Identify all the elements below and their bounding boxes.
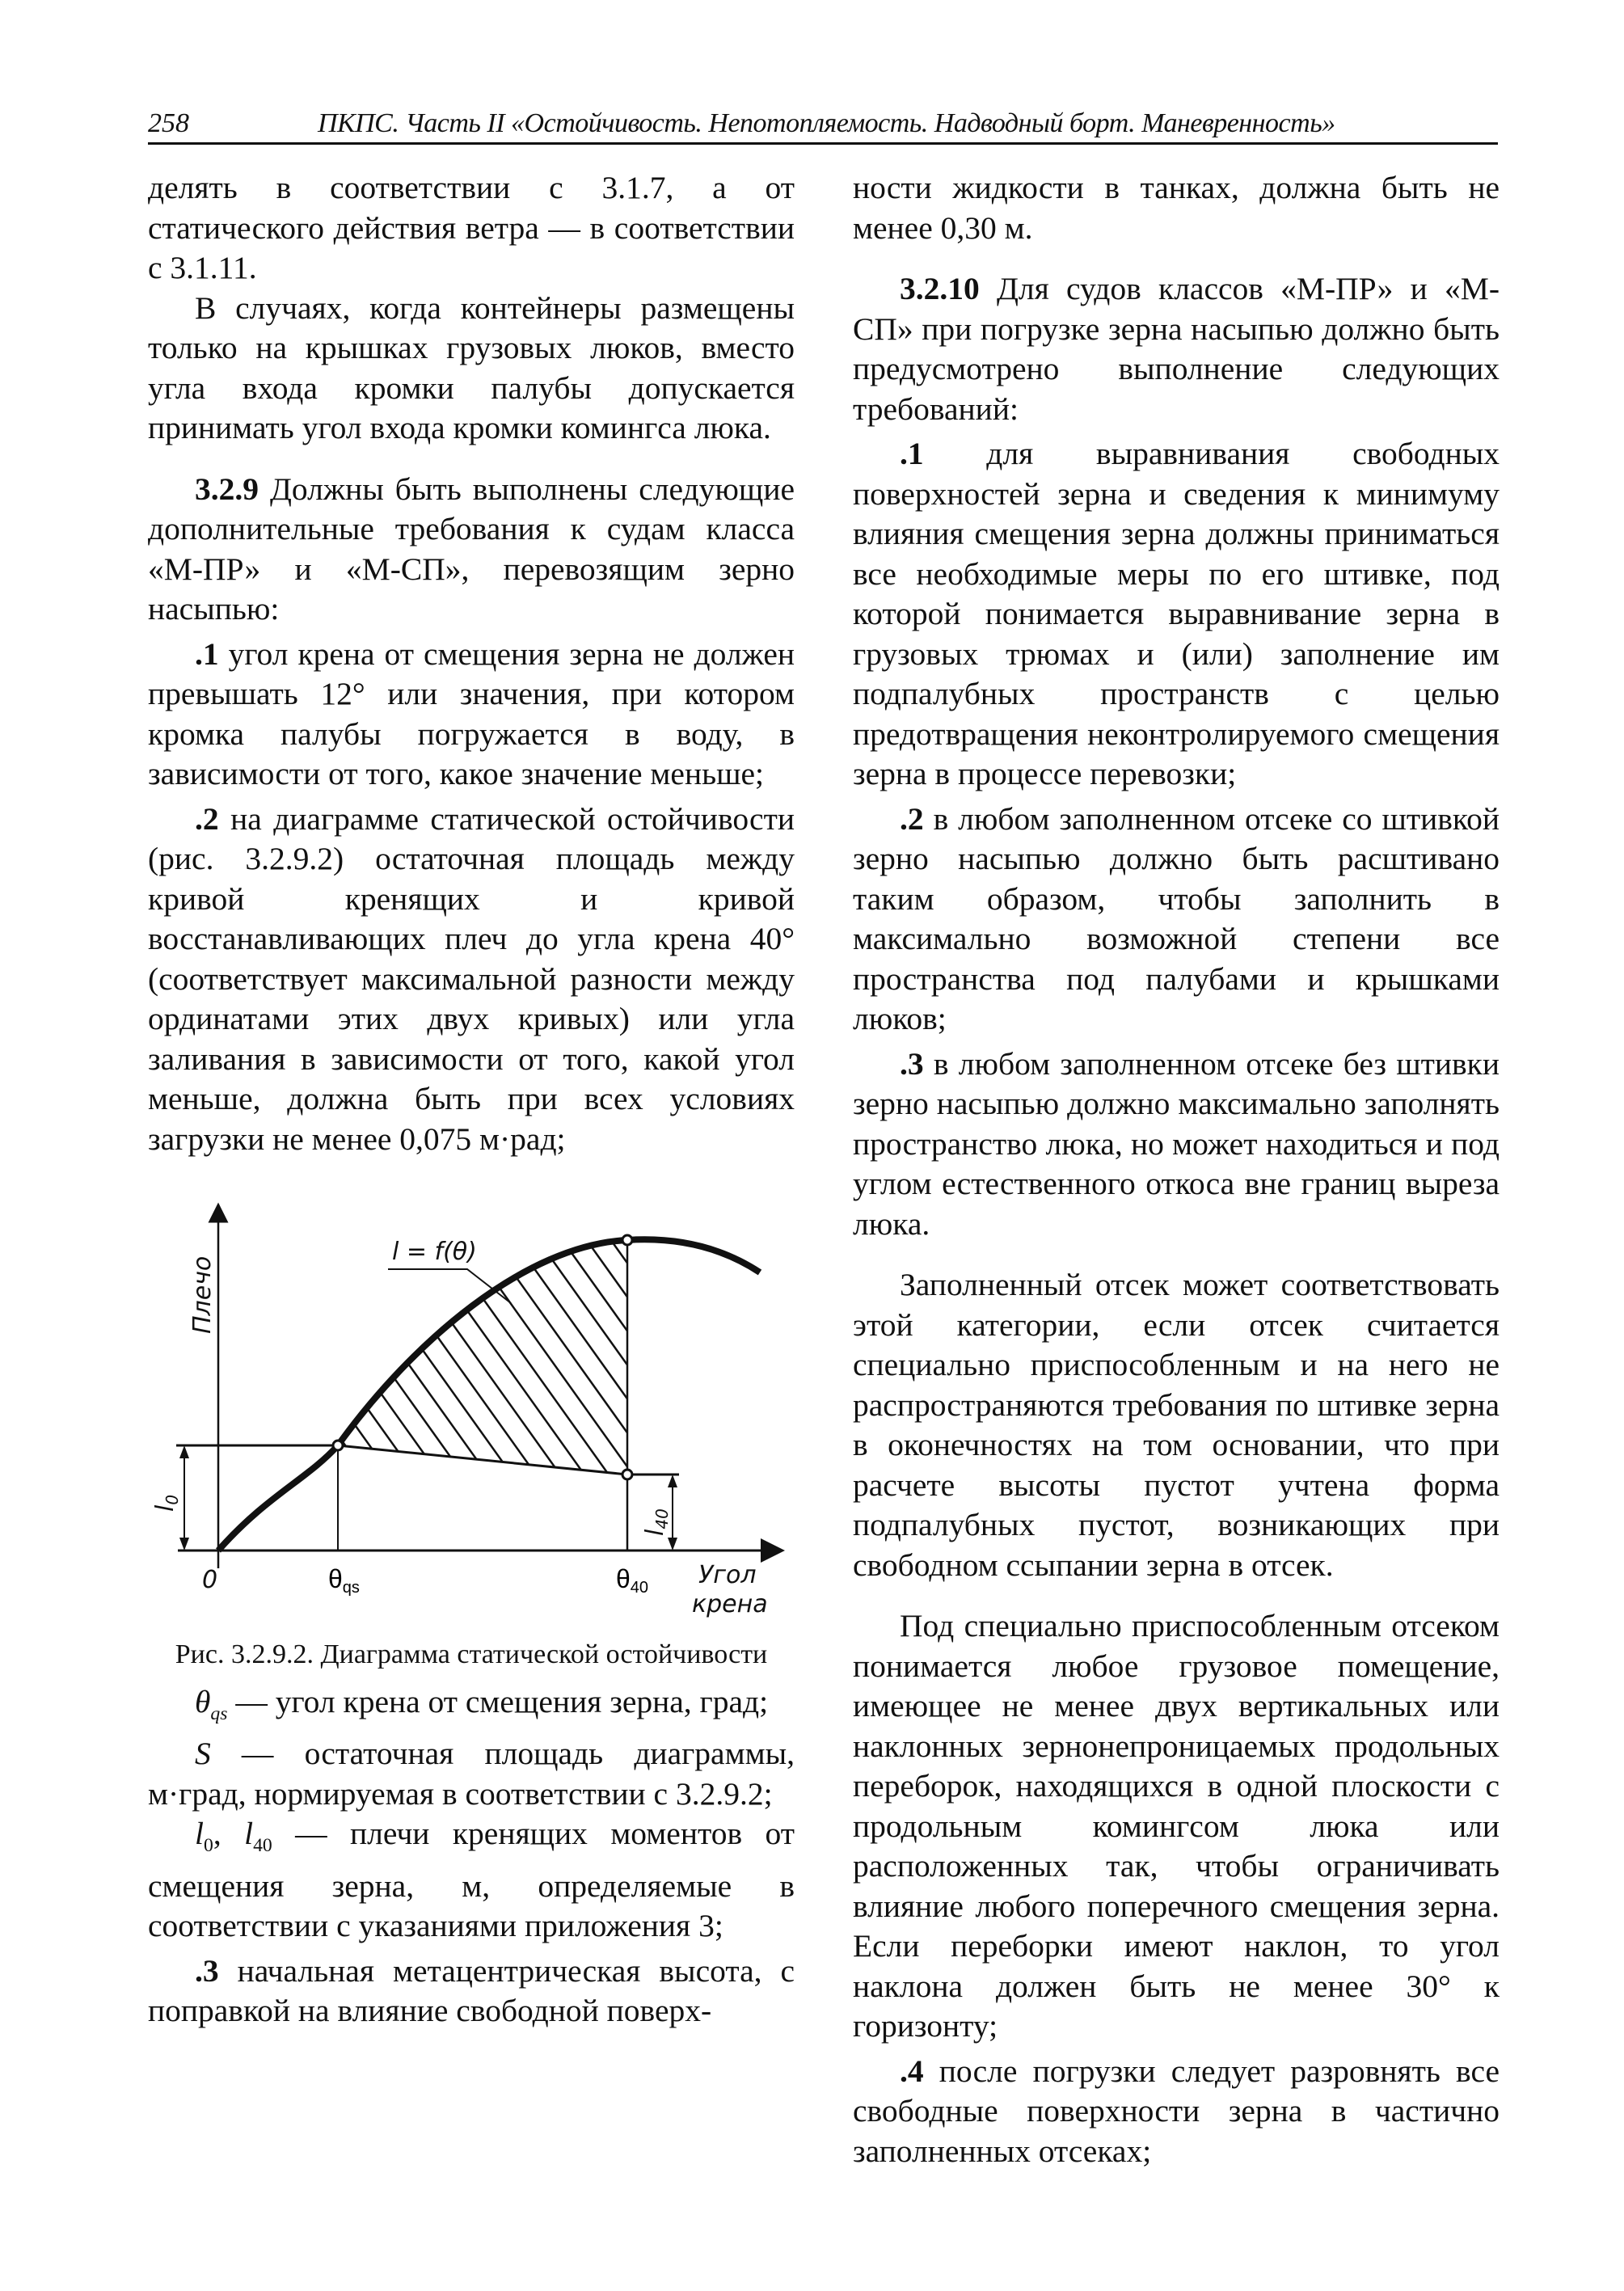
point-theta-qs [333, 1441, 343, 1450]
running-header [148, 103, 1498, 145]
paragraph-text: после погрузки следует разровнять все свободные поверхности зерна в частично заполненных отсеках; [853, 2053, 1500, 2169]
paragraph: ности жидкости в танках, должна быть не менее 0,30 м. [853, 170, 1500, 246]
diagram-svg [146, 1188, 808, 1629]
residual-area-hatch [146, 1188, 808, 1528]
right-column [853, 168, 1500, 2171]
item-number: .2 [900, 800, 924, 837]
hatch-line [477, 1188, 719, 1528]
figure-caption: Рис. 3.2.9.2. Диаграмма статической остойчивости [175, 1639, 768, 1669]
hatch-line [146, 1188, 356, 1528]
section-3-2-9 [148, 470, 795, 630]
list-item [853, 1044, 1500, 1245]
origin-label: 0 [202, 1566, 218, 1594]
paragraph-text: для выравнивания свободных поверхностей зерна и сведения к минимуму влияния смещения зерна должны приниматься все необходимые меры по его штивке, под которой понимается выравнивание зерна в грузовых трюмах и (или) заполнение им подпалубных пространств с целью предотвращения неконтролируемого смещения зерна в процессе перевозки; [853, 436, 1500, 791]
hatch-line [671, 1188, 808, 1528]
page-number: 258 [148, 108, 189, 138]
x-axis-label-line1: Угол [698, 1561, 757, 1589]
hatch-line [146, 1188, 283, 1528]
hatch-line [146, 1188, 380, 1528]
paragraph-text: в любом заполненном отсеке со штивкой зерно насыпью должно быть расштивано таким образом, чтобы заполнить в максимально возможной степени все пространства под палубами и крышками люков; [853, 800, 1500, 1036]
list-item [148, 635, 795, 795]
hatch-line [146, 1188, 307, 1528]
l40-label: $l_{40}$ [641, 1508, 672, 1536]
paragraph: В случаях, когда контейнеры размещены только на крышках грузовых люков, вместо угла входа кромки палубы допускается принимать угол входа кромки комингса люка. [148, 289, 795, 445]
theta-40-label: θ40 [616, 1564, 649, 1597]
paragraph: Под специально приспособленным отсеком понимается любое грузовое помещение, имеющее не менее двух вертикальных или наклонных зернонепроницаемых продольных переборок, находящихся в одной плоскости с продольным комингсом люка или расположенных так, чтобы ограничивать влияние любого поперечного смещения зерна. Если переборки имеют наклон, то угол наклона должен быть не менее 30° к горизонту; [853, 1608, 1500, 2044]
hatch-line [146, 1188, 186, 1528]
hatch-line [146, 1188, 210, 1528]
legend-theta-qs: $\theta_{qs}$ — угол крена от смещения зерна, град; [195, 1684, 769, 1724]
item-number: .3 [195, 1952, 219, 1989]
section-3-2-10 [853, 269, 1500, 429]
item-number: .3 [900, 1045, 924, 1082]
paragraph-text: Для судов классов «М-ПР» и «М-СП» при погрузке зерна насыпью должно быть предусмотрено выполнение следующих требований: [853, 271, 1500, 427]
l0-label: $l_0$ [151, 1494, 182, 1512]
item-number: .4 [900, 2053, 924, 2089]
section-number: 3.2.10 [900, 271, 980, 306]
point-l40 [622, 1470, 632, 1479]
paragraph-text: в любом заполненном отсеке без штивки зерно насыпью должно максимально заполнять пространство люка, но может находиться и под углом естественного откоса вне границ выреза люка. [853, 1045, 1500, 1242]
paragraph-text: Должны быть выполнены следующие дополнительные требования к судам класса «М-ПР» и «М-СП», перевозящим зерно насыпью: [148, 470, 795, 627]
paragraph-text: начальная метацентрическая высота, с поправкой на влияние свободной поверх- [148, 1952, 795, 2029]
y-axis-label: Плечо [188, 1255, 217, 1334]
paragraph: делять в соответствии с 3.1.7, а от статического действия ветра — в соответствии с 3.1.11. [148, 170, 795, 285]
paragraph: Заполненный отсек может соответствовать этой категории, если отсек считается специально приспособленным и на него не распространяются требования по штивке зерна в оконечностях на том основании, что при расчете высоты пустот учтена форма подпалубных пустот, возникающих при свободном ссыпании зерна в отсек. [853, 1267, 1500, 1583]
item-number: .1 [900, 436, 924, 471]
list-item [853, 800, 1500, 1040]
hatch-line [146, 1188, 162, 1528]
list-item [148, 800, 795, 1160]
curve-label: l = f(θ) [392, 1238, 477, 1266]
legend-l0-l40: $l_0$, $l_{40}$ — плечи кренящих моментов от смещения зерна, м, определяемые в соответствии с указаниями приложения 3; [148, 1816, 795, 1944]
hatch-line [146, 1188, 234, 1528]
section-number: 3.2.9 [195, 470, 259, 507]
paragraph-text: на диаграмме статической остойчивости (рис. 3.2.9.2) остаточная площадь между кривой кренящих и кривой восстанавливающих плеч до угла крена 40° (соответствует максимальной разности между ординатами этих двух кривых) или угла заливания в зависимости от того, какой угол меньше, должна быть при всех условиях загрузки не менее 0,075 м·рад; [148, 800, 795, 1157]
theta-qs-label: θqs [328, 1564, 360, 1597]
left-column [148, 168, 795, 2032]
hatch-line [162, 1188, 404, 1528]
stability-diagram [146, 1188, 808, 1629]
item-number: .2 [195, 800, 219, 837]
legend-s: S — остаточная площадь диаграммы, м·град, нормируемая в соответствии с 3.2.9.2; [148, 1736, 795, 1812]
item-number: .1 [195, 635, 219, 672]
curve-leader-line [388, 1269, 511, 1303]
heeling-lever-line [338, 1445, 627, 1475]
running-title: ПКПС. Часть II «Остойчивость. Непотопляемость. Надводный борт. Маневренность» [318, 108, 1335, 138]
list-item [853, 2052, 1500, 2172]
list-item [148, 1951, 795, 2032]
x-axis-label-line2: крена [692, 1590, 768, 1618]
hatch-line [695, 1188, 808, 1528]
list-item [853, 434, 1500, 795]
paragraph-text: угол крена от смещения зерна не должен превышать 12° или значения, при котором кромка палубы погружается в воду, в зависимости от того, какое значение меньше; [148, 635, 795, 791]
hatch-line [146, 1188, 259, 1528]
point-curve-40 [622, 1235, 632, 1245]
